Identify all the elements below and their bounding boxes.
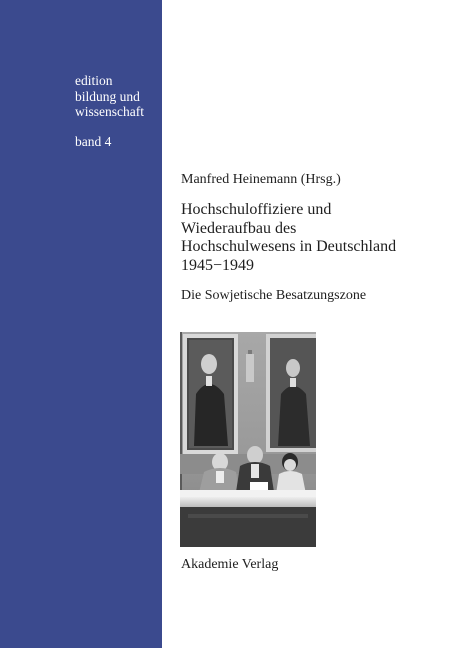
publisher-name: Akademie Verlag — [181, 557, 279, 572]
series-volume: band 4 — [75, 133, 112, 149]
cover-photo — [180, 332, 316, 547]
title-line: Wiederaufbau des — [181, 219, 297, 237]
series-block — [75, 73, 144, 149]
book-title — [181, 201, 396, 275]
name-card — [250, 482, 268, 490]
series-line: edition — [75, 73, 113, 88]
title-line: Hochschuloffiziere und — [181, 201, 332, 218]
editor-name: Manfred Heinemann (Hrsg.) — [181, 172, 341, 187]
title-line: Hochschulwesens in Deutschland — [181, 238, 397, 256]
series-line: wissenschaft — [75, 104, 144, 119]
book-subtitle: Die Sowjetische Besatzungszone — [181, 288, 367, 303]
title-line: 1945−1949 — [181, 256, 255, 274]
right-portrait — [266, 334, 316, 452]
series-line: bildung und — [75, 88, 140, 104]
left-portrait — [183, 334, 238, 454]
table-top — [180, 490, 316, 497]
